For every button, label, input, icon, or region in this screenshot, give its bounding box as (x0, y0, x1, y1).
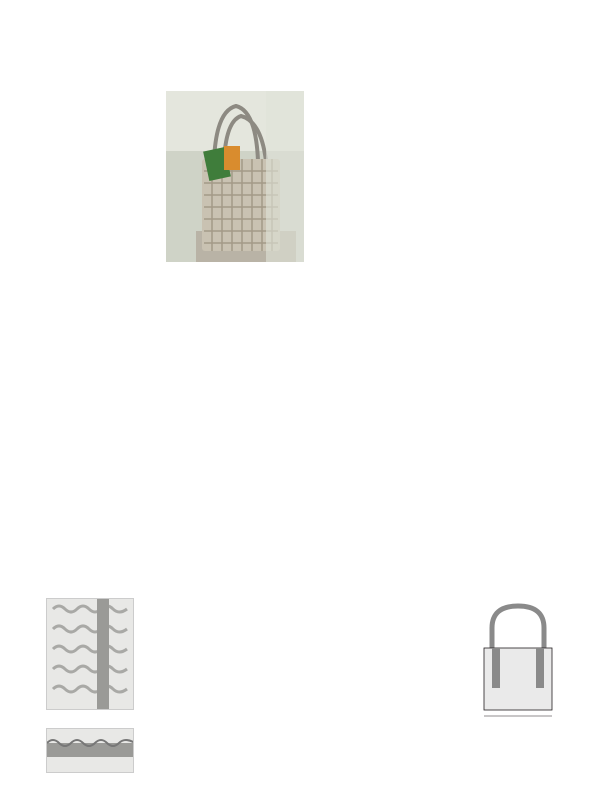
model-sketch (460, 588, 580, 738)
bag-sketch-icon (460, 588, 580, 730)
product-photo (166, 91, 304, 262)
figure-2-image (46, 728, 134, 773)
figure-1-image (46, 598, 134, 710)
crochet-chart-svg (320, 278, 525, 568)
crochet-handle-icon (47, 729, 134, 773)
tote-bag-photo-icon (166, 91, 304, 262)
crochet-chart (320, 278, 525, 568)
crochet-swatch-icon (47, 599, 134, 710)
